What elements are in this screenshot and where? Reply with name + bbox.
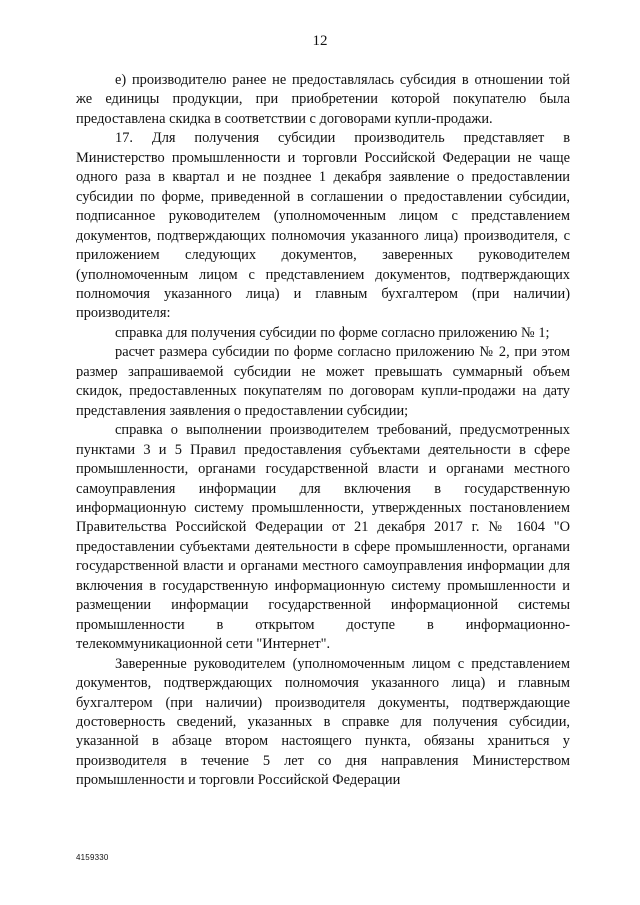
page-number: 12 <box>312 33 328 49</box>
document-id: 4159330 <box>76 853 109 862</box>
paragraph-certified-documents: Заверенные руководителем (уполномоченным лицом с представлением документов, подтверждающих полномочия указанного лица) и главным бухгалтером (при наличии) производителя документы, подтверждающие достоверность сведений, указанных в справке для получения субсидии, указанной в абзаце втором настоящего пункта, обязаны храниться у производителя в течение 5 лет со дня направления Министерством промышленности и торговли Российской Федерации <box>76 655 570 789</box>
paragraph-subitem-e: е) производителю ранее не предоставлялась субсидия в отношении той же единицы продукции, при приобретении которой покупателю была предоставлена скидка в соответствии с договорами купли-продажи. <box>76 72 570 127</box>
paragraph-item-17: 17. Для получения субсидии производитель представляет в Министерство промышленности и торговли Российской Федерации не чаще одного раза в квартал и не позднее 1 декабря заявление о предоставлении субсидии по форме, приведенной в соглашении о предоставлении субсидии, подписанное руководителем (уполномоченным лицом с представлением документов, подтверждающих полномочия указанного лица) производителя, с приложением следующих документов, заверенных руководителем (уполномоченным лицом с представлением документов, подтверждающих полномочия указанного лица) и главным бухгалтером (при наличии) производителя: <box>76 130 570 322</box>
body-text <box>76 71 570 791</box>
paragraph-subsidy-calculation: расчет размера субсидии по форме согласно приложению № 2, при этом размер запрашиваемой субсидии не может превышать суммарный объем скидок, предоставленных покупателям по договорам купли-продажи на дату представления заявления о предоставлении субсидии; <box>76 344 570 419</box>
paragraph-reference-form-1: справка для получения субсидии по форме согласно приложению № 1; <box>115 324 550 341</box>
paragraph-compliance-reference: справка о выполнении производителем требований, предусмотренных пунктами 3 и 5 Правил предоставления субъектами деятельности в сфере промышленности, органами государственной власти и органами местного самоуправления информации для включения в государственную информационную систему промышленности, утвержденных постановлением Правительства Российской Федерации от 21 декабря 2017 г. № 1604 "О предоставлении субъектами деятельности в сфере промышленности, органами государственной власти и органами местного самоуправления информации для включения в государственную информационную систему промышленности и размещении информации государственной информационной системы промышленности в открытом доступе в информационно-телекоммуникационной сети "Интернет". <box>76 422 570 653</box>
